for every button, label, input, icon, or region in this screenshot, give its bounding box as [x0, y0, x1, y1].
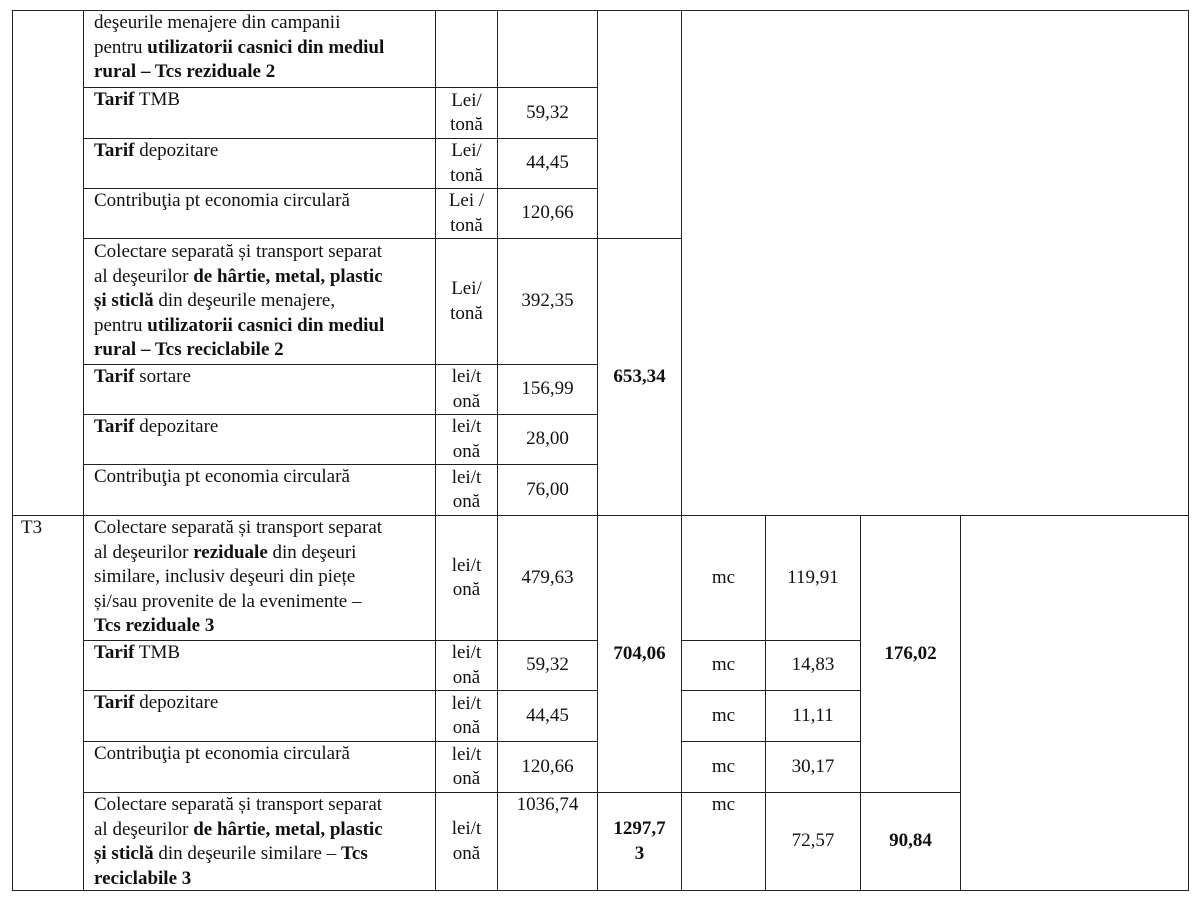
row-contributia: Contribuţia pt economia circulară	[83, 188, 436, 239]
right-blank-area-t3	[960, 515, 1189, 891]
value-tarif-tmb: 59,32	[497, 640, 598, 691]
unit-lei-tona: lei/t onă	[435, 515, 498, 641]
value-tarif-tmb: 59,32	[497, 87, 598, 139]
col-code-t2	[12, 10, 84, 516]
unit-lei-tona: lei/t onă	[435, 690, 498, 742]
value2-reziduale-3: 119,91	[765, 515, 861, 641]
row-tarif-depozitare: Tarif depozitare	[83, 414, 436, 465]
value2-tarif-depozitare: 11,11	[765, 690, 861, 742]
row-tarif-sortare: Tarif sortare	[83, 364, 436, 415]
value-reziduale-3: 479,63	[497, 515, 598, 641]
unit2-mc: mc	[681, 690, 766, 742]
total2-reziduale-3: 176,02	[860, 515, 961, 793]
unit-lei-tona: Lei / tonă	[435, 188, 498, 239]
unit-top-empty	[435, 10, 498, 88]
unit-lei-tona: lei/t onă	[435, 640, 498, 691]
unit2-mc: mc	[681, 792, 766, 891]
value-contributia: 120,66	[497, 741, 598, 793]
unit-lei-tona: lei/t onă	[435, 464, 498, 516]
row-tarif-tmb: Tarif TMB	[83, 640, 436, 691]
value-tarif-depozitare: 44,45	[497, 690, 598, 742]
value-tarif-depozitare: 28,00	[497, 414, 598, 465]
row-tarif-tmb: Tarif TMB	[83, 87, 436, 139]
value-tarif-depozitare: 44,45	[497, 138, 598, 189]
desc-tcs-reziduale-2: deşeurile menajere din campanii pentru utilizatorii casnici din mediul rural – Tcs reziduale 2	[83, 10, 436, 88]
unit2-mc: mc	[681, 741, 766, 793]
value-top-empty	[497, 10, 598, 88]
total-top-empty	[597, 10, 682, 239]
code-t3: T3	[12, 515, 84, 891]
total-reciclabile-3: 1297,7 3	[597, 792, 682, 891]
value-contributia: 120,66	[497, 188, 598, 239]
desc-tcs-reciclabile-2: Colectare separată și transport separat al deşeurilor de hârtie, metal, plastic și sticlă din deşeurile menajere, pentru utilizatorii casnici din mediul rural – Tcs reciclabile 2	[83, 238, 436, 365]
total-reciclabile-2: 653,34	[597, 238, 682, 516]
row-tarif-depozitare: Tarif depozitare	[83, 138, 436, 189]
unit2-mc: mc	[681, 515, 766, 641]
row-tarif-depozitare: Tarif depozitare	[83, 690, 436, 742]
value-contributia: 76,00	[497, 464, 598, 516]
value-reciclabile-2: 392,35	[497, 238, 598, 365]
value-reciclabile-3: 1036,74	[497, 792, 598, 891]
row-contributia: Contribuţia pt economia circulară	[83, 741, 436, 793]
unit-lei-tona: lei/t onă	[435, 741, 498, 793]
desc-tcs-reziduale-3: Colectare separată și transport separat al deşeurilor reziduale din deşeuri similare, inclusiv deşeuri din piețe și/sau provenite de la evenimente – Tcs reziduale 3	[83, 515, 436, 641]
value2-tarif-tmb: 14,83	[765, 640, 861, 691]
desc-tcs-reciclabile-3: Colectare separată și transport separat al deşeurilor de hârtie, metal, plastic și sticlă din deşeurile similare – Tcs reciclabile 3	[83, 792, 436, 891]
unit-lei-tona: lei/t onă	[435, 414, 498, 465]
value2-contributia: 30,17	[765, 741, 861, 793]
total2-reciclabile-3: 90,84	[860, 792, 961, 891]
total-reziduale-3: 704,06	[597, 515, 682, 793]
unit-lei-tona: Lei/ tonă	[435, 138, 498, 189]
unit-lei-tona: lei/t onă	[435, 364, 498, 415]
unit-lei-tona: Lei/ tonă	[435, 87, 498, 139]
right-blank-area-t2	[681, 10, 1189, 516]
unit-lei-tona: lei/t onă	[435, 792, 498, 891]
row-contributia: Contribuţia pt economia circulară	[83, 464, 436, 516]
unit-lei-tona: Lei/ tonă	[435, 238, 498, 365]
value2-reciclabile-3: 72,57	[765, 792, 861, 891]
unit2-mc: mc	[681, 640, 766, 691]
value-tarif-sortare: 156,99	[497, 364, 598, 415]
